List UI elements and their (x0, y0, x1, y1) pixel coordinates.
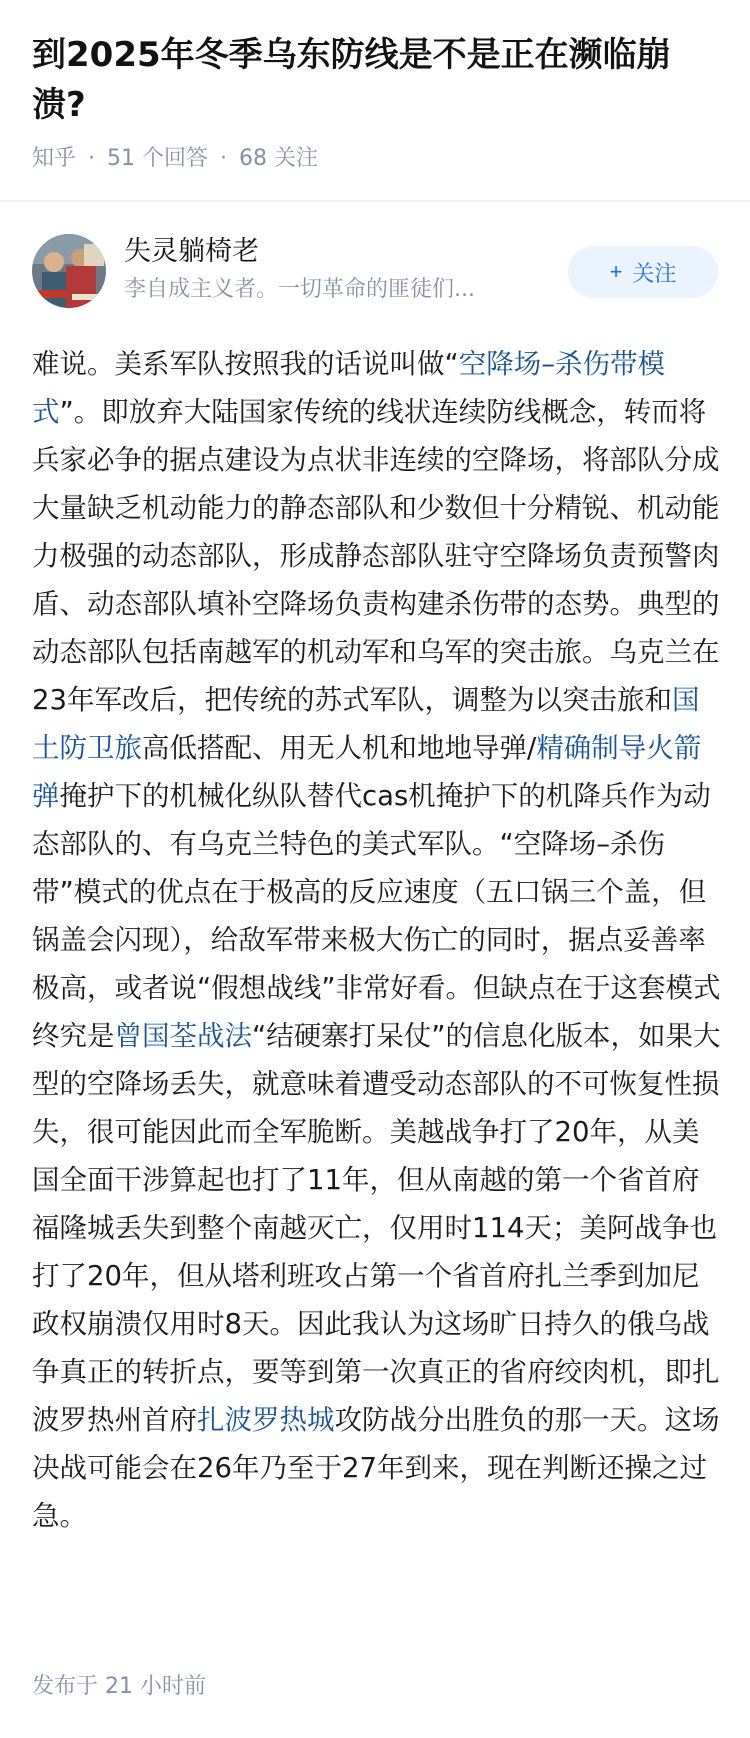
plus-icon: + (609, 259, 623, 284)
avatar-painting-icon[interactable] (32, 234, 106, 308)
answers-count: 51 (107, 146, 136, 171)
publish-info (32, 1672, 206, 1702)
section-divider (0, 200, 750, 202)
question-header (0, 0, 750, 174)
author-name[interactable]: 失灵躺椅老 (124, 236, 259, 267)
follows-label: 关注 (274, 146, 319, 171)
published-label: 发布于 (32, 1674, 99, 1699)
question-title[interactable]: 到2025年冬季乌东防线是不是正在濒临崩溃? (32, 35, 671, 125)
follow-label: 关注 (632, 260, 677, 286)
answer-content (32, 340, 722, 1540)
meta-separator: · (88, 146, 96, 171)
answer-text: 掩护下的机械化纵队替代cas机掩护下的机降兵作为动态部队的、有乌克兰特色的美式军队。“空降场–杀伤带”模式的优点在于极高的反应速度（五口锅三个盖，但锅盖会闪现），给敌军带来极大伤亡的同时，据点妥善率极高，或者说“假想战线”非常好看。但缺点在于这套模式终究是 (32, 780, 721, 1052)
question-meta (32, 144, 718, 174)
published-time: 21 小时前 (105, 1674, 207, 1699)
answers-label: 个回答 (142, 146, 209, 171)
answer-link[interactable]: 曾国荃战法 (114, 1020, 252, 1052)
meta-separator: · (220, 146, 228, 171)
answer-link[interactable]: 空降场–杀伤带模式 (32, 348, 665, 428)
answer-link[interactable]: 精确制导火箭弹 (32, 732, 702, 812)
author-bio: 李自成主义者。一切革命的匪徒们... (124, 277, 475, 302)
author-row (32, 234, 718, 310)
answer-link[interactable]: 国土防卫旅 (32, 684, 700, 764)
answer-text: 难说。美系军队按照我的话说叫做“ (32, 348, 459, 380)
follows-count: 68 (239, 146, 268, 171)
answer-text: ”。即放弃大陆国家传统的线状连续防线概念，转而将兵家必争的据点建设为点状非连续的空降场，将部队分成大量缺乏机动能力的静态部队和少数但十分精锐、机动能力极强的动态部队，形成静态部队驻守空降场负责预警肉盾、动态部队填补空降场负责构建杀伤带的态势。典型的动态部队包括南越军的机动军和乌军的突击旅。乌克兰在23年军改后，把传统的苏式军队，调整为以突击旅和 (32, 396, 720, 716)
answer-text: 攻防战分出胜负的那一天。这场决战可能会在26年乃至于27年到来，现在判断还操之过急。 (32, 1404, 720, 1532)
answer-text: 高低搭配、用无人机和地地导弹/ (142, 732, 537, 764)
source-label[interactable]: 知乎 (32, 146, 77, 171)
answer-link[interactable]: 扎波罗热城 (197, 1404, 335, 1436)
answer-text: “结硬寨打呆仗”的信息化版本，如果大型的空降场丢失，就意味着遭受动态部队的不可恢复性损失，很可能因此而全军脆断。美越战争打了20年，从美国全面干涉算起也打了11年，但从南越的第一个省首府福隆城丢失到整个南越灭亡，仅用时114天；美阿战争也打了20年，但从塔利班攻占第一个省首府扎兰季到加尼政权崩溃仅用时8天。因此我认为这场旷日持久的俄乌战争真正的转折点，要等到第一次真正的省府绞肉机，即扎波罗热州首府 (32, 1020, 721, 1436)
follow-button[interactable] (568, 246, 718, 298)
